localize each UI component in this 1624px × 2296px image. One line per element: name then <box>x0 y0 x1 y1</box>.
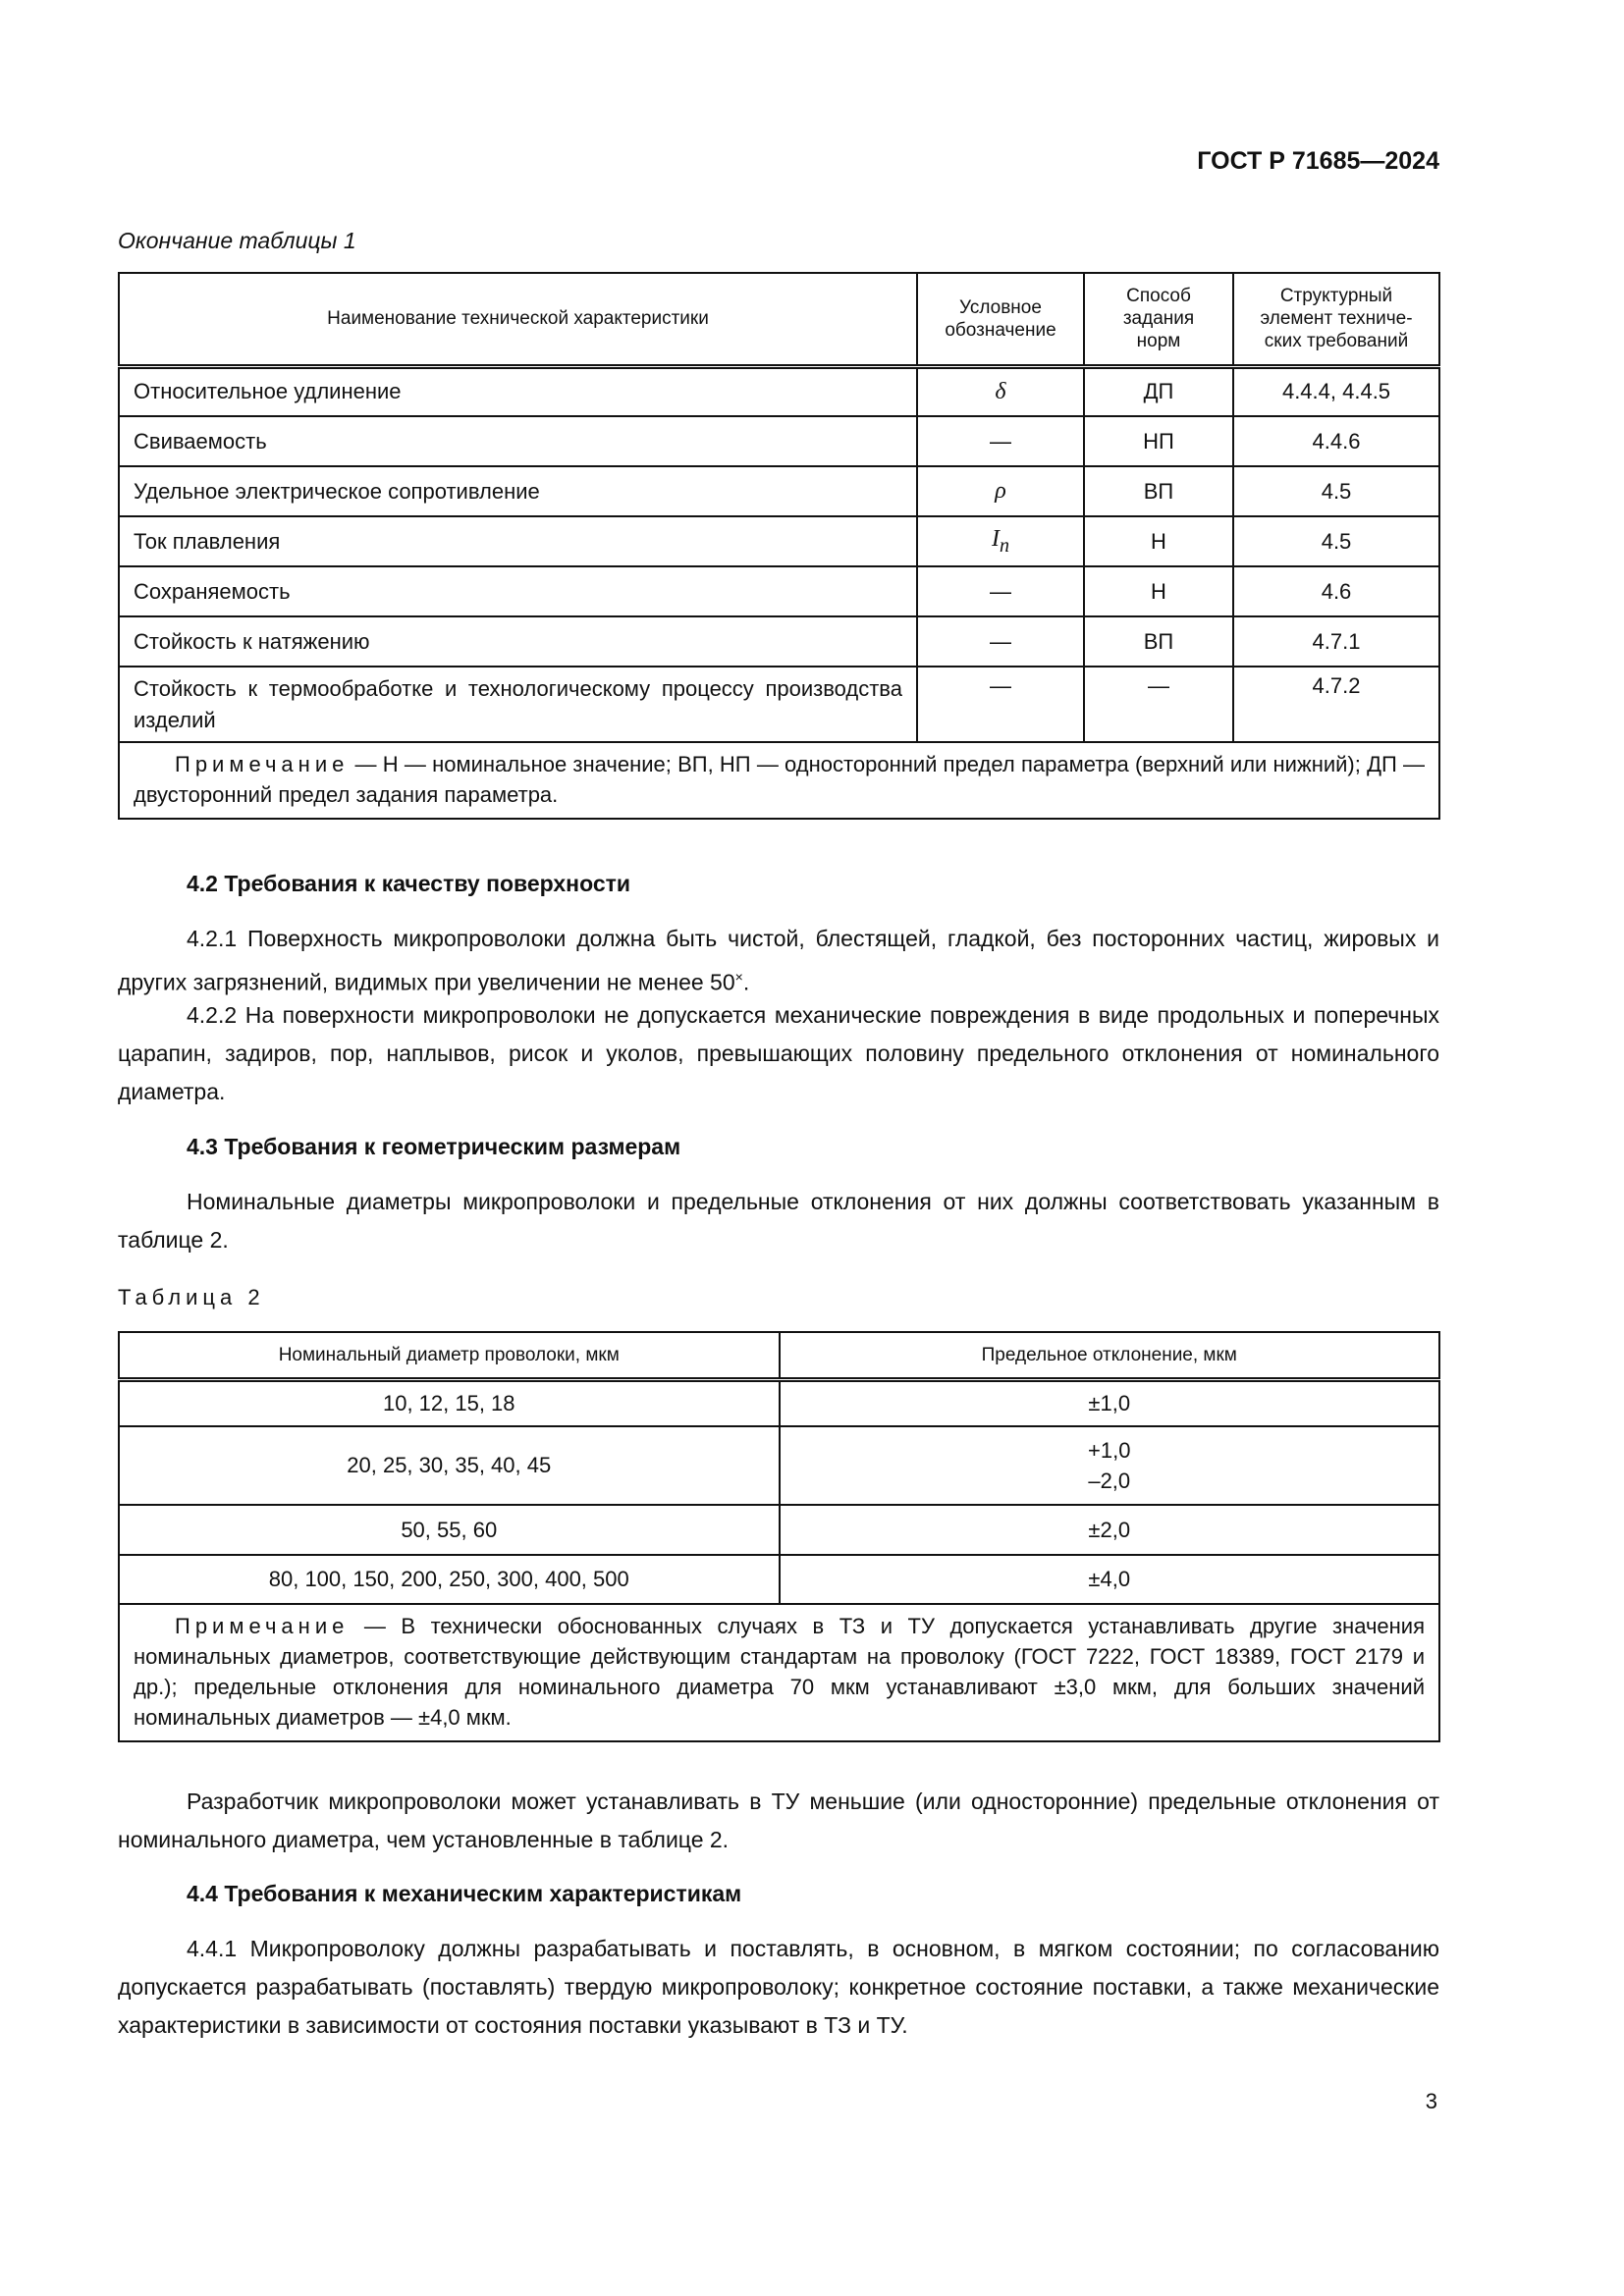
paragraph-text-end: . <box>742 969 750 995</box>
cell-diameter: 10, 12, 15, 18 <box>119 1379 780 1426</box>
cell-method: ВП <box>1084 466 1233 516</box>
cell-name: Ток плавления <box>119 516 917 566</box>
magnification-sign: × <box>734 969 743 985</box>
paragraph-text: 4.2.1 Поверхность микропроволоки должна быть чистой, блестящей, гладкой, без посторонних частиц, жировых и других загрязнений, видимых при увеличении не менее 50 <box>118 926 1439 995</box>
cell-name: Удельное электрическое сопротивление <box>119 466 917 516</box>
cell-name: Сохраняемость <box>119 566 917 616</box>
cell-method: Н <box>1084 566 1233 616</box>
cell-symbol: — <box>917 416 1084 466</box>
paragraph-4-2-2 <box>118 996 1439 1111</box>
cell-name: Свиваемость <box>119 416 917 466</box>
table-row <box>119 1426 1439 1505</box>
table1-caption: Окончание таблицы 1 <box>118 228 356 253</box>
cell-deviation: ±4,0 <box>780 1555 1440 1604</box>
section-heading-4-4: 4.4 Требования к механическим характеристикам <box>187 1881 742 1906</box>
cell-element: 4.7.2 <box>1233 667 1439 742</box>
paragraph-4-3 <box>118 1183 1439 1259</box>
table-note <box>119 1604 1439 1741</box>
table-row <box>119 1555 1439 1604</box>
note-text: — Н — номинальное значение; ВП, НП — односторонний предел параметра (верхний или нижний); ДП — двусторонний предел задания параметра. <box>134 752 1425 807</box>
cell-element: 4.5 <box>1233 466 1439 516</box>
cell-element: 4.6 <box>1233 566 1439 616</box>
cell-symbol: — <box>917 667 1084 742</box>
document-id: ГОСТ Р 71685—2024 <box>1197 147 1439 175</box>
table-row <box>119 1505 1439 1555</box>
table-note-row <box>119 742 1439 819</box>
cell-element: 4.4.6 <box>1233 416 1439 466</box>
paragraph-text: Разработчик микропроволоки может устанавливать в ТУ меньшие (или односторонние) предельные отклонения от номинального диаметра, чем установленные в таблице 2. <box>118 1789 1439 1852</box>
note-label: Примечание <box>175 1614 350 1638</box>
cell-diameter: 80, 100, 150, 200, 250, 300, 400, 500 <box>119 1555 780 1604</box>
col-header-diameter: Номинальный диаметр проволоки, мкм <box>119 1332 780 1379</box>
paragraph-text: 4.2.2 На поверхности микропроволоки не допускается механические повреждения в виде продольных и поперечных царапин, задиров, пор, наплывов, рисок и уколов, превышающих половину предельного отклонения от номинального диаметра. <box>118 1002 1439 1104</box>
symbol-main: I <box>992 525 1000 552</box>
section-heading-4-2: 4.2 Требования к качеству поверхности <box>187 871 631 896</box>
symbol-sub: n <box>1000 534 1009 557</box>
table-row <box>119 667 1439 742</box>
cell-element: 4.7.1 <box>1233 616 1439 667</box>
cell-method: НП <box>1084 416 1233 466</box>
col-header-element: Структурный элемент техниче-ских требований <box>1233 273 1439 366</box>
note-text: — В технически обоснованных случаях в ТЗ и ТУ допускается устанавливать другие значения номинальных диаметров, соответствующие действующим стандартам на проволоку (ГОСТ 7222, ГОСТ 18389, ГОСТ 2179 и др.); предельные отклонения для номинального диаметра 70 мкм устанавливают ±3,0 мкм, для больших значений номинальных диаметров — ±4,0 мкм. <box>134 1614 1425 1730</box>
paragraph-after-table2 <box>118 1783 1439 1859</box>
deviation-upper: +1,0 <box>1088 1438 1131 1463</box>
cell-symbol: δ <box>917 366 1084 416</box>
cell-diameter: 20, 25, 30, 35, 40, 45 <box>119 1426 780 1505</box>
table-2 <box>118 1331 1440 1742</box>
paragraph-text: Номинальные диаметры микропроволоки и предельные отклонения от них должны соответствовать указанным в таблице 2. <box>118 1189 1439 1253</box>
cell-name: Стойкость к термообработке и технологическому процессу производства изделий <box>119 667 917 742</box>
cell-method: Н <box>1084 516 1233 566</box>
cell-deviation: ±1,0 <box>780 1379 1440 1426</box>
table-1 <box>118 272 1440 820</box>
cell-name: Стойкость к натяжению <box>119 616 917 667</box>
col-header-deviation: Предельное отклонение, мкм <box>780 1332 1440 1379</box>
cell-deviation: ±2,0 <box>780 1505 1440 1555</box>
cell-element: 4.5 <box>1233 516 1439 566</box>
col-header-name: Наименование технической характеристики <box>119 273 917 366</box>
cell-method: ДП <box>1084 366 1233 416</box>
table-row <box>119 516 1439 566</box>
table-row <box>119 466 1439 516</box>
table-row <box>119 1379 1439 1426</box>
deviation-lower: –2,0 <box>1088 1468 1131 1493</box>
paragraph-4-4-1 <box>118 1930 1439 2045</box>
col-header-symbol: Условное обозначение <box>917 273 1084 366</box>
section-heading-4-3: 4.3 Требования к геометрическим размерам <box>187 1134 681 1159</box>
cell-method: ВП <box>1084 616 1233 667</box>
table-note <box>119 742 1439 819</box>
cell-symbol <box>917 516 1084 566</box>
table-note-row <box>119 1604 1439 1741</box>
cell-deviation <box>780 1426 1440 1505</box>
cell-method: — <box>1084 667 1233 742</box>
table-row <box>119 416 1439 466</box>
table-row <box>119 566 1439 616</box>
cell-symbol: — <box>917 616 1084 667</box>
paragraph-text: 4.4.1 Микропроволоку должны разрабатывать и поставлять, в основном, в мягком состоянии; по согласованию допускается разрабатывать (поставлять) твердую микропроволоку; конкретное состояние поставки, а также механические характеристики в зависимости от состояния поставки указывают в ТЗ и ТУ. <box>118 1936 1439 2038</box>
cell-diameter: 50, 55, 60 <box>119 1505 780 1555</box>
table-row <box>119 616 1439 667</box>
cell-symbol: ρ <box>917 466 1084 516</box>
col-header-method: Способ задания норм <box>1084 273 1233 366</box>
cell-name: Относительное удлинение <box>119 366 917 416</box>
paragraph-4-2-1 <box>118 920 1439 1002</box>
note-label: Примечание <box>175 752 350 776</box>
table2-caption: Таблица 2 <box>118 1285 265 1309</box>
cell-element: 4.4.4, 4.4.5 <box>1233 366 1439 416</box>
page-number: 3 <box>1425 2089 1437 2113</box>
table-row <box>119 366 1439 416</box>
cell-symbol: — <box>917 566 1084 616</box>
